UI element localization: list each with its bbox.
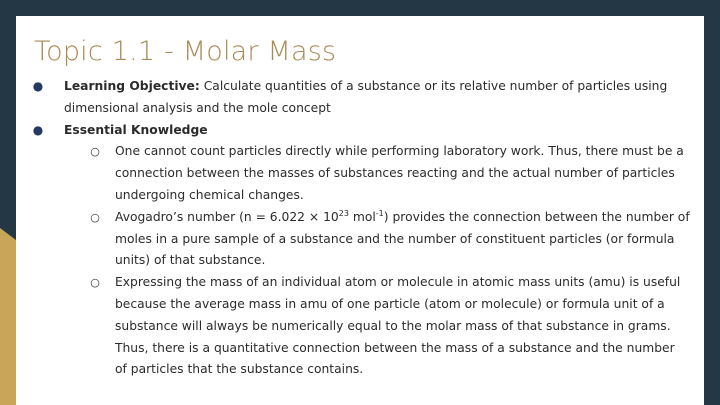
avogadro-text-post: ) provides the connection between the number of moles in a pure sample of a substance and the number of constituent particles (or formula units) of that substance. bbox=[115, 209, 690, 268]
sub-bullet-text: One cannot count particles directly while performing laboratory work. Thus, there must be a connection between the masses of substances reacting and the actual number of particles undergoing chemical changes. bbox=[115, 144, 684, 202]
slide-content bbox=[30, 76, 690, 381]
avogadro-unit: mol bbox=[348, 209, 376, 224]
bullet-list bbox=[30, 76, 690, 381]
bullet-essential-knowledge bbox=[30, 120, 690, 382]
bullet-learning-objective bbox=[30, 76, 690, 120]
essential-knowledge-label: Essential Knowledge bbox=[64, 122, 208, 137]
hollow-circle-icon: ○ bbox=[90, 276, 100, 290]
bullet-dot-icon: ● bbox=[32, 79, 44, 93]
learning-objective-text: Calculate quantities of a substance or its relative number of particles using dimensional analysis and the mole concept bbox=[64, 79, 668, 115]
slide-card bbox=[16, 16, 704, 405]
sub-bullet-item bbox=[64, 141, 690, 206]
sub-bullet-text: Expressing the mass of an individual atom or molecule in atomic mass units (amu) is useful because the average mass in amu of one particle (atom or molecule) or formula unit of a substance will always be numerically equal to the molar mass of that substance in grams. Thus, there is a quantitative connection between the mass of a substance and the number of particles that the substance contains. bbox=[115, 275, 681, 377]
avogadro-text-pre: Avogadro’s number (n = 6.022 × 10 bbox=[115, 209, 339, 224]
hollow-circle-icon: ○ bbox=[90, 210, 100, 224]
slide-title: Topic 1.1 - Molar Mass bbox=[34, 36, 337, 67]
learning-objective-label: Learning Objective: bbox=[64, 79, 200, 93]
exponent-23: 23 bbox=[338, 208, 349, 218]
sub-bullet-list bbox=[64, 141, 690, 381]
hollow-circle-icon: ○ bbox=[90, 145, 100, 159]
sub-bullet-item bbox=[64, 207, 690, 272]
bullet-dot-icon: ● bbox=[32, 122, 44, 137]
sub-bullet-item bbox=[64, 272, 690, 381]
exponent-neg1: -1 bbox=[375, 208, 384, 218]
